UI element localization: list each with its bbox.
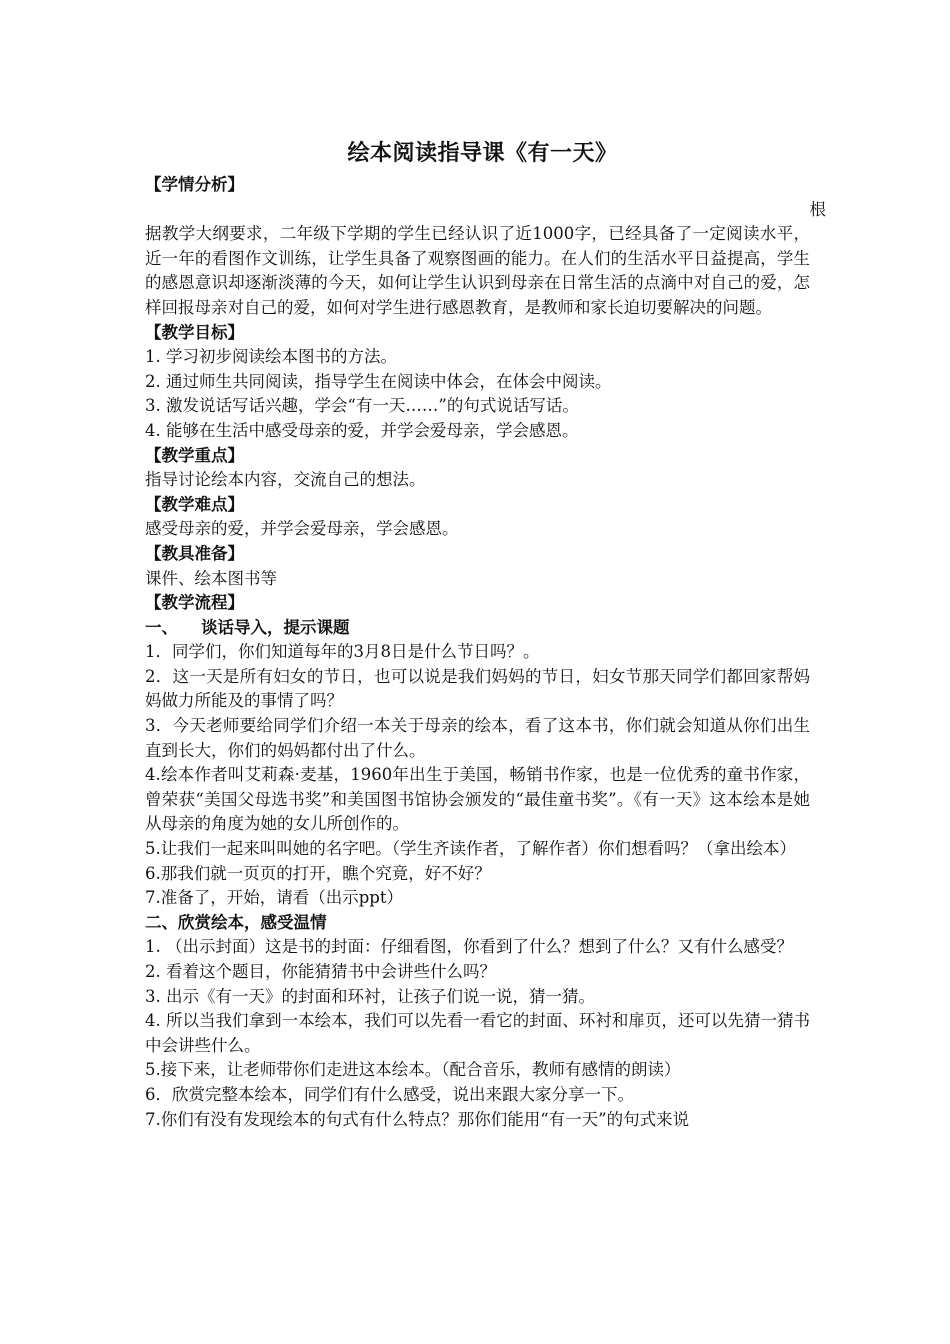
process-part1-item: 1．同学们，你们知道每年的3月8日是什么节日吗？。 (145, 642, 540, 662)
key-points-text: 指导讨论绘本内容，交流自己的想法。 (145, 470, 426, 490)
analysis-heading: 【学情分析】 (145, 175, 244, 194)
process-heading: 【教学流程】 (145, 593, 244, 613)
analysis-lead-char: 根 (809, 199, 826, 219)
process-part2-item: 2. 看着这个题目，你能猜猜书中会讲些什么吗？ (145, 962, 496, 981)
process-part1-item: 2．这一天是所有妇女的节日，也可以说是我们妈妈的节日，妇女节那天同学们都回家帮妈妈做力所能及的事情了吗？ (145, 666, 810, 711)
materials-text: 课件、绘本图书等 (145, 568, 277, 588)
difficulties-heading: 【教学难点】 (145, 494, 244, 514)
goals-heading: 【教学目标】 (145, 322, 244, 342)
process-part2-item: 4. 所以当我们拿到一本绘本，我们可以先看一看它的封面、环衬和扉页，还可以先猜一猜书中会讲些什么。 (145, 1011, 810, 1055)
process-part2-item: 5.接下来，让老师带你们走进这本绘本。（配合音乐，教师有感情的朗读） (145, 1060, 681, 1080)
goal-item: 4. 能够在生活中感受母亲的爱，并学会爱母亲，学会感恩。 (145, 420, 579, 440)
process-part1-item: 3．今天老师要给同学们介绍一本关于母亲的绘本，看了这本书，你们就会知道从你们出生直到长大，你们的妈妈都付出了什么。 (145, 716, 810, 760)
process-part1-heading: 一、 谈话导入，提示课题 (145, 617, 350, 637)
process-part1-item: 4.绘本作者叫艾莉森·麦基，1960年出生于美国，畅销书作家，也是一位优秀的童书作家，曾荣获“美国父母选书奖”和美国图书馆协会颁发的“最佳童书奖”。《有一天》这本绘本是她从母亲的角度为她的女儿所创作的。 (145, 765, 810, 834)
process-part2-item: 6．欣赏完整本绘本，同学们有什么感受，说出来跟大家分享一下。 (145, 1084, 634, 1104)
process-part1-item: 6.那我们就一页页的打开，瞧个究竟，好不好？ (145, 863, 491, 883)
difficulties-text: 感受母亲的爱，并学会爱母亲，学会感恩。 (145, 519, 459, 539)
process-part2-item: 3. 出示《有一天》的封面和环衬，让孩子们说一说，猜一猜。 (145, 986, 595, 1006)
process-part2-item: 1. （出示封面）这是书的封面：仔细看图，你看到了什么？想到了什么？又有什么感受？ (145, 937, 793, 957)
goal-item: 3. 激发说话写话兴趣，学会“有一天……”的句式说话写话。 (145, 396, 579, 416)
key-points-heading: 【教学重点】 (145, 445, 244, 465)
process-part1-item: 5.让我们一起来叫叫她的名字吧。（学生齐读作者，了解作者）你们想看吗？（拿出绘本） (145, 839, 796, 859)
document-title: 绘本阅读指导课《有一天》 (347, 140, 618, 166)
materials-heading: 【教具准备】 (145, 543, 244, 563)
goal-item: 1. 学习初步阅读绘本图书的方法。 (145, 347, 397, 367)
process-part2-item: 7.你们有没有发现绘本的句式有什么特点？那你们能用“有一天”的句式来说 (145, 1109, 690, 1129)
process-part2-heading: 二、欣赏绘本，感受温情 (145, 912, 327, 932)
goal-item: 2. 通过师生共同阅读，指导学生在阅读中体会，在体会中阅读。 (145, 371, 612, 391)
process-part1-item: 7.准备了，开始，请看（出示ppt） (145, 888, 403, 908)
document-body (145, 133, 826, 1132)
analysis-paragraph: 据教学大纲要求，二年级下学期的学生已经认识了近1000字，已经具备了一定阅读水平，近一年的看图作文训练，让学生具备了观察图画的能力。在人们的生活水平日益提高，学生的感恩意识却逐渐淡薄的今天，如何让学生认识到母亲在日常生活的点滴中对自己的爱，怎样回报母亲对自己的爱，如何对学生进行感恩教育，是教师和家长迫切要解决的问题。 (145, 224, 810, 317)
